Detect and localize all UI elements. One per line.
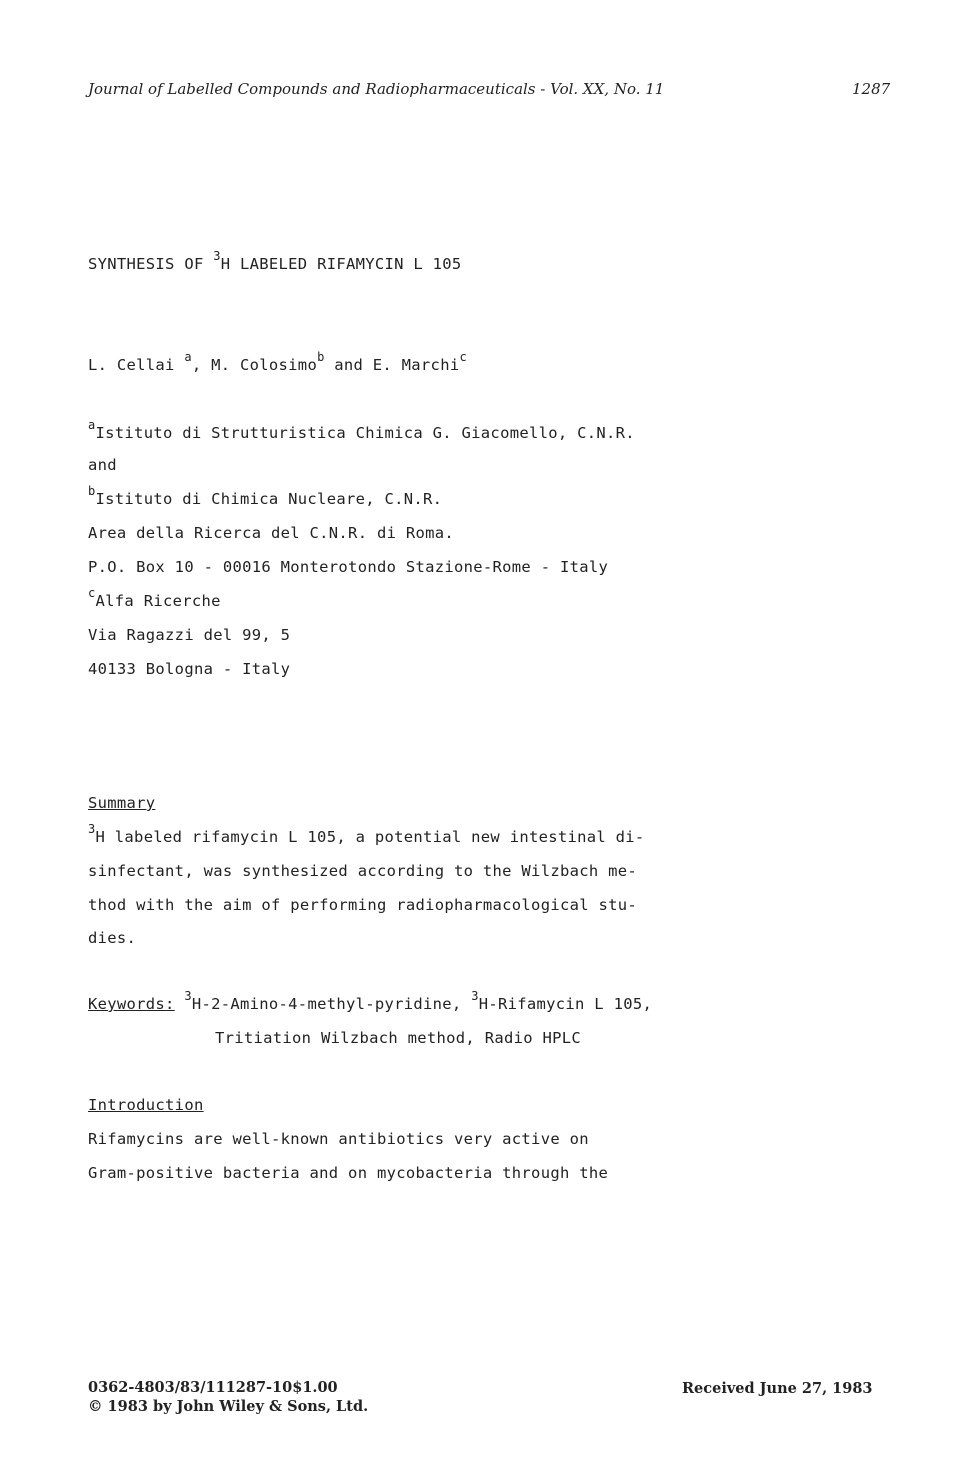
footer-received: Received June 27, 1983	[682, 1380, 873, 1397]
affiliation-3-text: Istituto di Chimica Nucleare, C.N.R.	[95, 490, 443, 508]
affiliation-line-1	[88, 418, 635, 442]
summary-line-2: sinfectant, was synthesized according to the Wilzbach me-	[88, 862, 638, 880]
author-2: , M. Colosimo	[191, 356, 318, 374]
author-3: and E. Marchi	[324, 356, 460, 374]
author-1: L. Cellai	[88, 356, 185, 374]
keyword-1: H-2-Amino-4-methyl-pyridine,	[191, 995, 472, 1013]
affiliation-line-8: 40133 Bologna - Italy	[88, 660, 291, 678]
affiliation-line-6	[88, 586, 221, 610]
summary-sup: 3	[88, 822, 96, 836]
author-2-sup: b	[317, 350, 325, 364]
keyword-1-sup: 3	[184, 989, 192, 1003]
keywords-label: Keywords:	[88, 995, 175, 1013]
affiliation-line-4: Area della Ricerca del C.N.R. di Roma.	[88, 524, 455, 542]
summary-line-1-text: H labeled rifamycin L 105, a potential new intestinal di-	[95, 828, 645, 846]
affiliation-line-2: and	[88, 456, 117, 474]
affiliation-1-sup: a	[88, 418, 96, 432]
footer-copyright: © 1983 by John Wiley & Sons, Ltd.	[88, 1398, 369, 1415]
affiliation-1-text: Istituto di Strutturistica Chimica G. Giacomello, C.N.R.	[95, 424, 635, 442]
introduction-line-2: Gram-positive bacteria and on mycobacteria through the	[88, 1164, 609, 1182]
title-prefix: SYNTHESIS OF	[88, 255, 214, 273]
summary-line-4: dies.	[88, 929, 137, 947]
journal-header: Journal of Labelled Compounds and Radiopharmaceuticals - Vol. XX, No. 11	[88, 80, 665, 98]
introduction-line-1: Rifamycins are well-known antibiotics very active on	[88, 1130, 589, 1148]
affiliation-3-sup: b	[88, 484, 96, 498]
page-number: 1287	[852, 80, 891, 98]
keywords-line-1	[88, 989, 653, 1013]
author-list	[88, 350, 467, 374]
keyword-2: H-Rifamycin L 105,	[478, 995, 653, 1013]
affiliation-line-7: Via Ragazzi del 99, 5	[88, 626, 291, 644]
introduction-heading: Introduction	[88, 1096, 204, 1114]
keywords-line-2: Tritiation Wilzbach method, Radio HPLC	[215, 1029, 582, 1047]
title-superscript: 3	[213, 249, 221, 263]
summary-line-1	[88, 822, 645, 846]
affiliation-line-3	[88, 484, 443, 508]
author-3-sup: c	[459, 350, 467, 364]
summary-heading: Summary	[88, 794, 156, 812]
summary-line-3: thod with the aim of performing radiopharmacological stu-	[88, 896, 638, 914]
keyword-2-sup: 3	[471, 989, 479, 1003]
author-1-sup: a	[184, 350, 192, 364]
affiliation-line-5: P.O. Box 10 - 00016 Monterotondo Stazione-Rome - Italy	[88, 558, 609, 576]
article-title	[88, 249, 462, 273]
affiliation-6-sup: c	[88, 586, 96, 600]
affiliation-6-text: Alfa Ricerche	[95, 592, 221, 610]
footer-code: 0362-4803/83/111287-10$1.00	[88, 1379, 338, 1396]
title-rest: H LABELED RIFAMYCIN L 105	[220, 255, 462, 273]
